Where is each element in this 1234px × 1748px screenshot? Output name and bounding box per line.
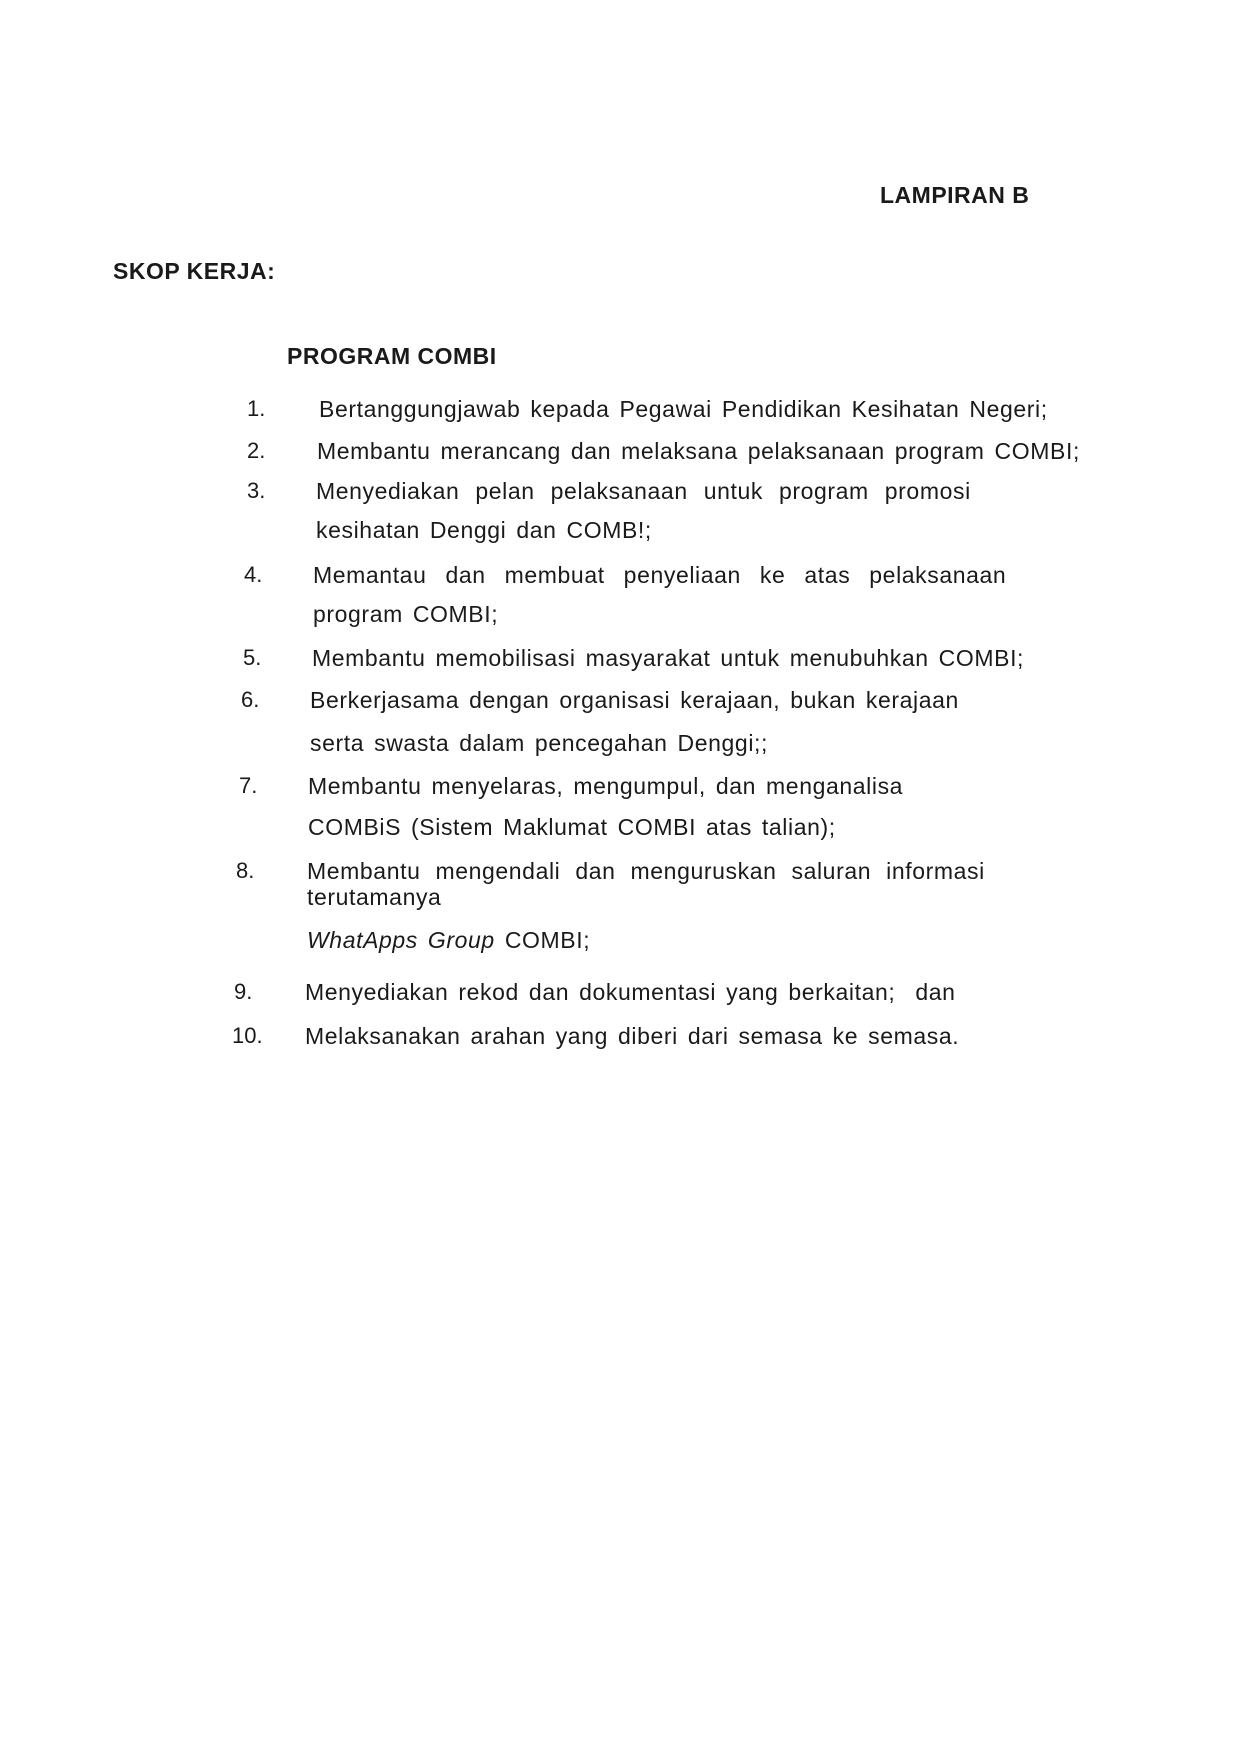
item-text: Membantu memobilisasi masyarakat untuk menubuhkan COMBI; bbox=[312, 645, 1025, 671]
item-text: Membantu mengendali dan menguruskan saluran informasi bbox=[307, 858, 985, 884]
item-text bbox=[307, 927, 590, 954]
item-number: 5. bbox=[243, 645, 262, 670]
item-text: Menyediakan rekod dan dokumentasi yang berkaitan; dan bbox=[305, 979, 956, 1005]
item-number: 2. bbox=[247, 438, 266, 463]
item-number: 1. bbox=[247, 396, 266, 421]
item-text: Membantu menyelaras, mengumpul, dan menganalisa bbox=[308, 773, 904, 799]
item-text: Berkerjasama dengan organisasi kerajaan, bukan kerajaan bbox=[310, 687, 959, 713]
annex-label: LAMPIRAN B bbox=[880, 182, 1030, 208]
item-text: Memantau dan membuat penyeliaan ke atas pelaksanaan bbox=[313, 562, 1007, 588]
item-number: 3. bbox=[247, 478, 266, 503]
item-number: 8. bbox=[236, 858, 255, 883]
item-text: Melaksanakan arahan yang diberi dari semasa ke semasa. bbox=[305, 1023, 960, 1049]
item-text: Menyediakan pelan pelaksanaan untuk program promosi bbox=[316, 478, 971, 504]
item-text: terutamanya bbox=[307, 884, 442, 910]
item-text: COMBiS (Sistem Maklumat COMBI atas talian); bbox=[308, 814, 836, 840]
item-number: 7. bbox=[239, 773, 258, 798]
item-text-tail: COMBI; bbox=[494, 927, 591, 953]
item-text: kesihatan Denggi dan COMB!; bbox=[316, 517, 652, 543]
italic-text: WhatApps Group bbox=[307, 927, 495, 953]
item-number: 4. bbox=[244, 562, 263, 587]
section-title: SKOP KERJA: bbox=[113, 258, 276, 284]
item-text: Membantu merancang dan melaksana pelaksanaan program COMBI; bbox=[317, 438, 1080, 464]
item-number: 6. bbox=[241, 687, 260, 712]
item-number: 9. bbox=[234, 979, 253, 1004]
item-text: Bertanggungjawab kepada Pegawai Pendidikan Kesihatan Negeri; bbox=[319, 396, 1048, 422]
item-text: serta swasta dalam pencegahan Denggi;; bbox=[310, 730, 769, 756]
item-number: 10. bbox=[232, 1023, 263, 1048]
item-text: program COMBI; bbox=[313, 601, 499, 627]
program-title: PROGRAM COMBI bbox=[287, 343, 497, 369]
